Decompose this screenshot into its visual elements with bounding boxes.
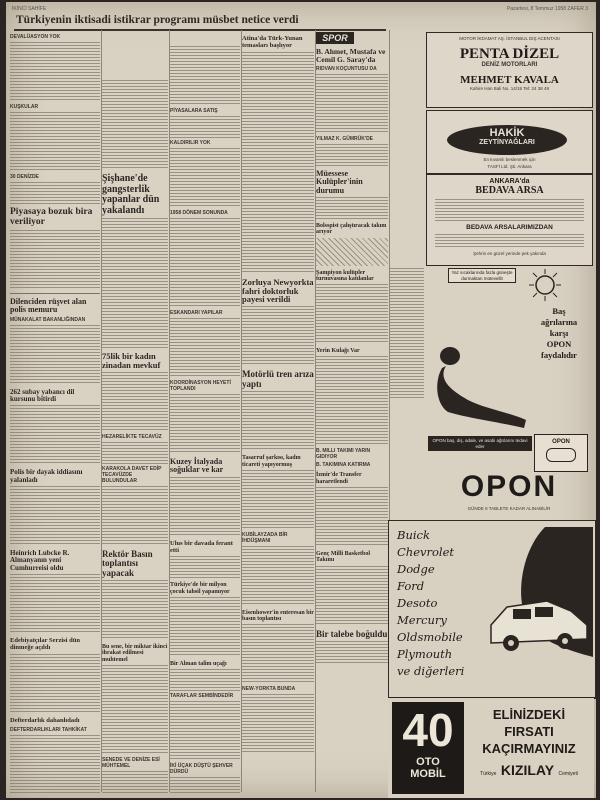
article-headline: Edebiyatçılar Serzisi dün dinmeğe açıldı [10,637,80,651]
banner-headline: Türkiyenin iktisadi istikrar programı müsbet netice verdi [16,14,299,26]
body-text [10,735,100,794]
ad-banner: Yaz sıcaklarında fazla güneşte durmaktan mütevellit [448,268,516,283]
subhead: NEW-YORKTA BUNDA [242,686,296,693]
subhead: DEVALÜASYON YOK [10,34,61,40]
body-text [316,74,388,134]
body-text [170,218,240,308]
article-headline: Heinrich Lubcke R. Almanyanın yeni Cumhurreisi oldu [10,549,70,572]
ad-slogan-line: ELİNİZDEKİ [492,707,566,722]
ad-headline-line: karşı [549,328,569,338]
article-headline: Bolsspist çalıştıracak takım arıyor [316,222,387,236]
opon-package-icon [534,434,588,472]
subhead: 30 DENİZDE [10,174,39,180]
ad-org [468,762,590,790]
ad-unit-line1: OTO [416,756,440,768]
subhead: TARAFLAR SEMBİNDEDİR [170,693,234,700]
sunbather-illustration [428,342,528,432]
subhead: 1958 DÖNEM SONUNDA [170,210,228,216]
body-text [170,148,240,208]
article-headline: İzmir'de Transfer hararetlendi [316,472,362,485]
ad-penta-dizel [426,32,593,108]
ad-slogan [468,706,590,757]
body-text [102,665,168,755]
car-make: Buick [397,528,430,542]
article-headline: 262 subay yabancı dil kursunu bitirdi [10,387,75,404]
body-text [102,80,168,170]
car-make: Plymouth [397,647,453,661]
car-make: Dodge [397,562,435,576]
article-headline: Zorluya Newyorkta fahri doktorluk payesi verildi [242,276,314,305]
body-text [10,42,100,102]
column-1 [10,32,100,794]
ad-top-line: MOTOR İKDAMAT AŞ. İSTANBUL DIŞ ACENTASI [459,36,560,41]
subhead: DEFTERDARLIKLARI TAHKİKAT [10,726,87,733]
ad-brand: OPON [460,470,558,503]
subhead: ESKANDARI YAPILAR [170,310,223,316]
article-headline: Tasarruf şarkısı, kadın ticareti yapıyormuş [242,455,301,468]
body-text [102,771,168,794]
body-text [170,597,240,657]
photo [316,238,388,266]
body-text [242,624,314,684]
subhead: HEZARELİKTE TECAVÜZ [102,433,162,440]
subhead: KOORDİNASYON HEYETİ TOPLANDI [170,380,231,392]
body-text [10,574,100,634]
article-headline: Genç Milli Basketbol Takımı [316,551,370,564]
ad-body-text [435,199,584,221]
divider [10,293,100,294]
car-makes-list [397,527,464,680]
subhead: KALDIRILIR YOK [170,140,211,146]
ad-product: ZEYTİNYAĞLARI [479,139,535,146]
article-headline: Polis bir dayak iddiasını yalanladı [10,468,83,484]
ad-title: PENTA DİZEL [459,45,560,62]
body-text [10,654,100,714]
subhead: KARAKOLA DAVET EDİP TECAVÜZDE BULUNDULAR [102,465,162,484]
article-headline: Rektör Basın toplantısı yapacak [102,548,153,578]
number-badge [392,702,464,794]
tablet-icon [546,448,576,462]
ad-headline-line: Baş [552,306,566,316]
body-text [102,486,168,546]
body-text [10,486,100,546]
car-make: Ford [397,579,425,593]
body-text [10,112,100,172]
body-text [10,405,100,465]
article-headline: Motörlü tren arıza yaptı [242,369,314,389]
car-make: Mercury [397,613,447,627]
body-text [242,391,314,451]
package-brand: OPON [552,439,570,445]
ad-title: BEDAVA ARSA [475,185,544,196]
subhead: KUBİLAYZADA BİR İHDÜŞMANI [242,531,288,544]
article-headline: Yerin Kulağı Var [316,348,360,355]
ad-opon [426,266,592,518]
ad-headline [526,306,592,361]
subhead: KUŞKULAR [10,104,39,110]
sports-section-label: SPOR [316,32,354,44]
ad-dealer: MEHMET KAVALA [460,74,559,86]
body-text [242,52,314,182]
sun-icon [522,268,568,302]
article-headline: Şampiyon kulüpler turnuvasına katılanlar [316,269,374,282]
ad-slogan-line: FIRSATI [504,724,554,739]
ad-bedava-arsa [426,174,593,266]
article-headline: Türkiye'de bir milyon çocuk tahsil yapamıyor [170,582,230,595]
body-text [170,556,240,578]
ad-hakik-zeytinyaglari [426,110,593,174]
body-text [102,218,168,348]
body-text [316,356,388,446]
body-text [316,487,388,547]
ad-subtitle: DENİZ MOTORLARI [481,61,538,68]
subhead: İKİ ÜÇAK DÜŞTÜ ŞEHVER DÜRDÜ [170,763,233,776]
body-text [102,442,168,464]
car-make: ve diğerleri [397,664,465,678]
ad-footer: GÜNDE 6 TABLETE KADAR ALINABİLİR [467,506,551,511]
article-headline: Atina'da Türk-Yunan temasları başlıyor [242,35,303,49]
ad-address: Kahire Han Bali No. 14/15 Tel: 24 38 49 [470,86,549,91]
body-text [170,669,240,691]
ad-city: ANKARA'da [489,178,530,185]
ad-headline-line: ağrılarına [540,317,578,327]
article-headline: Ulus bir davada ferant etti [170,539,233,554]
article-headline: Piyasaya bozuk bira veriliyor [10,207,93,227]
column-4 [242,32,314,794]
body-text [316,641,388,663]
body-text [316,197,388,219]
banner-rule [14,29,386,31]
ad-box-text: OPON baş, diş, adale, ve asabi ağrılarını tedavi eder [428,436,532,451]
body-text [242,694,314,754]
ad-logo-oval [447,125,567,155]
body-text [316,284,388,344]
ad-org-prefix: Türkiye [480,771,497,777]
column-5-sports [316,32,388,794]
article-headline: Müessese Kulüpler'inin durumu [316,168,363,195]
body-text [170,318,240,378]
article-headline: Şişhane'de gangsterlik yapanlar dün yakalandı [102,173,160,216]
subhead: SENEDE VE DENİZE ESİ MÜHTEMEL [102,757,160,770]
article-headline: Eisenhower'in enteresan bir basın toplantısı [242,609,314,623]
body-text [170,394,240,454]
article-headline: 75lik bir kadın zinadan mevkuf [102,351,161,370]
article-headline: Bir Alman talim uçağı [170,661,227,667]
body-text [170,777,240,794]
ad-brand: HAKİK [489,127,525,139]
body-text [170,701,240,761]
subhead: YILMAZ K. GÜMRÜK'DE [316,135,374,142]
ad-number: 40 [402,704,454,756]
ad-footer: TASFİ Ltd. Şti. Ankara [487,164,532,169]
running-head-left: İKİNCİ SAHİFE [12,6,47,12]
article-headline: Bu sene, bir miktar ikinci ihrakat edilmesi muhtemel [102,644,168,663]
hand-holding-car-illustration [485,527,593,693]
ad-slogan: En kıvamlı beslenmek için [483,157,536,162]
subhead: RIDVAN KOÇUNTUSU DA [316,65,377,72]
ad-subtitle: BEDAVA ARSALARIMIZDAN [466,224,553,231]
article-headline: Kuzey İtalyada soğuklar ve kar [170,457,224,475]
car-make: Desoto [397,596,438,610]
ad-slogan-line: KAÇIRMAYINIZ [482,741,576,756]
car-make: Chevrolet [397,545,455,559]
running-head-right: Pazartesi, 8 Temmuz 1958 ZAFER 3 [506,6,588,12]
body-text [170,46,240,106]
column-3 [170,32,240,794]
ad-body-text [435,234,584,248]
subhead: MÜNAKALAT BAKANLIĞINDAN [10,316,86,323]
ad-headline-line: OPON [546,339,572,349]
body-text [10,182,100,204]
article-headline: B. Ahmet, Mustafa ve Cemil G. Saray'da [316,47,386,64]
body-text [102,580,168,640]
subhead: PİYASALARA SATIŞ [170,108,218,114]
subhead: B. MILLI TAKIMI YARIN GIDIYOR [316,448,371,461]
subhead: B. TAKIMINA KATIRMA [316,462,371,469]
car-make: Oldsmobile [397,630,463,644]
ad-kizilay [388,698,594,798]
body-text [102,372,168,432]
newspaper-page [6,2,596,798]
column-6-text [390,266,424,516]
ad-note: Şehrin en güzel yerinde pek yakında [473,251,546,256]
body-text [10,325,100,385]
ad-unit-line2: MOBİL [410,768,446,780]
body-text [316,144,388,166]
body-text [390,268,424,398]
ad-car-makes [388,520,596,699]
column-2 [102,32,168,794]
body-text [242,184,314,274]
body-text [242,306,314,366]
ad-org-suffix: Cemiyeti [558,771,578,777]
ad-org-name: KIZILAY [500,762,555,778]
body-text [170,116,240,138]
ad-headline-line: faydalıdır [541,350,577,360]
body-text [242,470,314,530]
body-text [170,477,240,537]
body-text [10,230,100,290]
article-headline: Defterdarlık dahanlıdadı [10,716,80,724]
body-text [316,566,388,626]
article-headline: Dilenciden rüşvet alan polis memuru [10,296,87,315]
body-text [242,546,314,606]
article-headline: Bir talebe boğuldu [316,628,388,639]
